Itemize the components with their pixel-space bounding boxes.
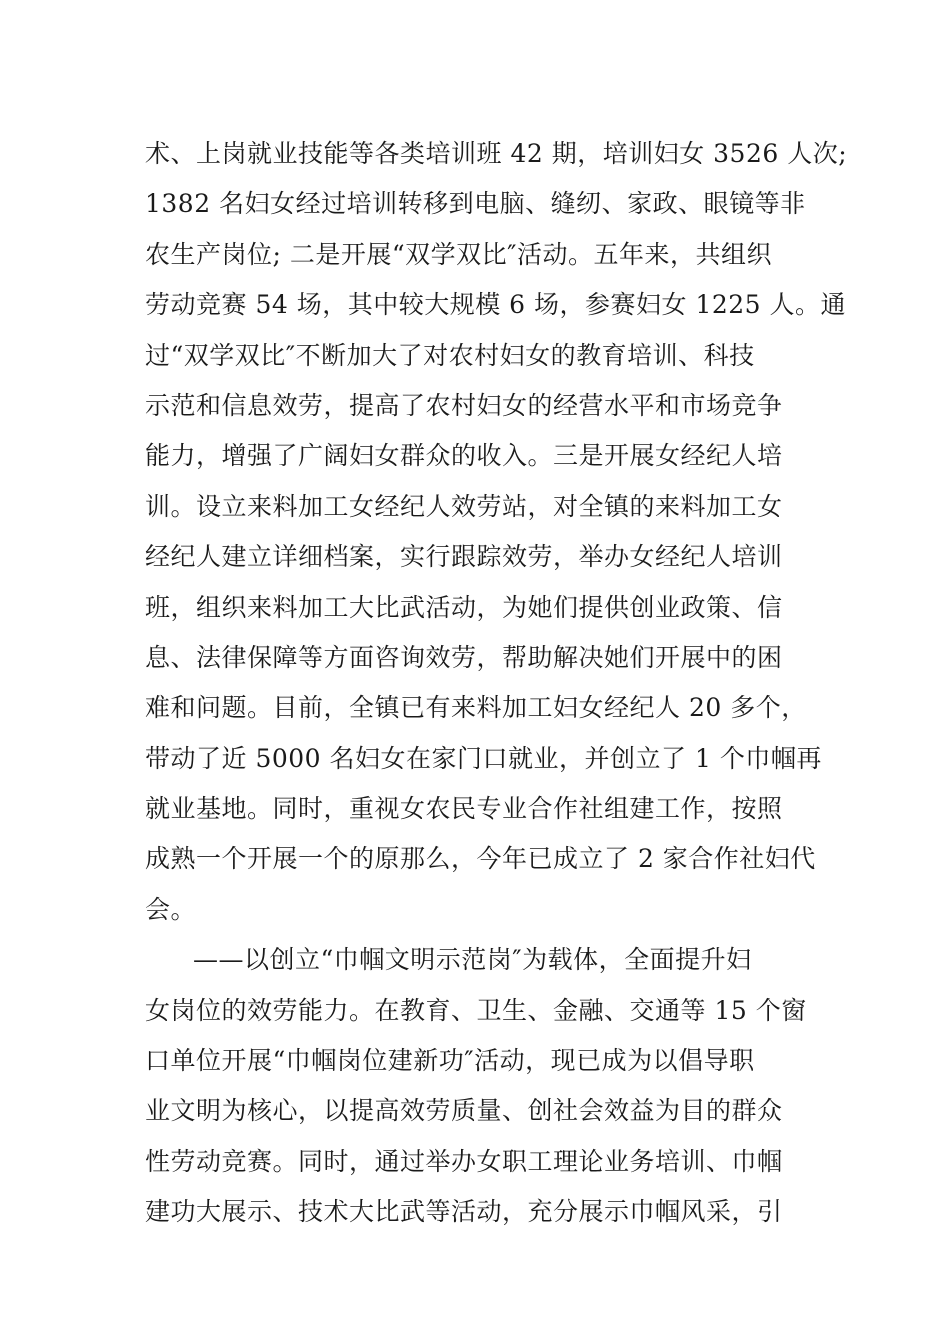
text-line: 示范和信息效劳，提高了农村妇女的经营水平和市场竞争 [145,390,783,420]
text-line: 息、法律保障等方面咨询效劳，帮助解决她们开展中的困 [145,642,783,672]
document-body [145,129,848,1238]
text-line: 就业基地。同时，重视女农民专业合作社组建工作，按照 [145,794,783,824]
text-line: 过“双学双比″不断加大了对农村妇女的教育培训、科技 [145,340,755,370]
text-line: 班，组织来料加工大比武活动，为她们提供创业政策、信 [145,592,783,622]
text-line: 带动了近 5000 名妇女在家门口就业，并创立了 1 个巾帼再 [145,743,822,773]
text-line: 会。 [145,894,197,924]
text-line: 能力，增强了广阔妇女群众的收入。三是开展女经纪人培 [145,441,783,471]
text-line: 1382 名妇女经过培训转移到电脑、缝纫、家政、眼镜等非 [145,189,806,219]
text-line: 口单位开展“巾帼岗位建新功″活动，现已成为以倡导职 [145,1046,755,1076]
text-line: 农生产岗位; 二是开展“双学双比″活动。五年来，共组织 [145,239,772,269]
paragraph-start-line: ——以创立“巾帼文明示范岗″为载体，全面提升妇 [193,945,752,975]
text-line: 劳动竞赛 54 场，其中较大规模 6 场，参赛妇女 1225 人。通 [145,290,847,320]
text-line: 女岗位的效劳能力。在教育、卫生、金融、交通等 15 个窗 [145,995,807,1025]
text-line: 建功大展示、技术大比武等活动，充分展示巾帼风采，引 [145,1197,783,1227]
text-line: 成熟一个开展一个的原那么，今年已成立了 2 家合作社妇代 [145,844,816,874]
text-line: 难和问题。目前，全镇已有来料加工妇女经纪人 20 多个， [145,693,807,723]
text-line: 性劳动竞赛。同时，通过举办女职工理论业务培训、巾帼 [145,1146,783,1176]
text-line: 业文明为核心，以提高效劳质量、创社会效益为目的群众 [145,1096,783,1126]
text-line: 训。设立来料加工女经纪人效劳站，对全镇的来料加工女 [145,491,783,521]
text-line: 经纪人建立详细档案，实行跟踪效劳，举办女经纪人培训 [145,542,783,572]
text-line: 术、上岗就业技能等各类培训班 42 期，培训妇女 3526 人次; [145,139,848,168]
